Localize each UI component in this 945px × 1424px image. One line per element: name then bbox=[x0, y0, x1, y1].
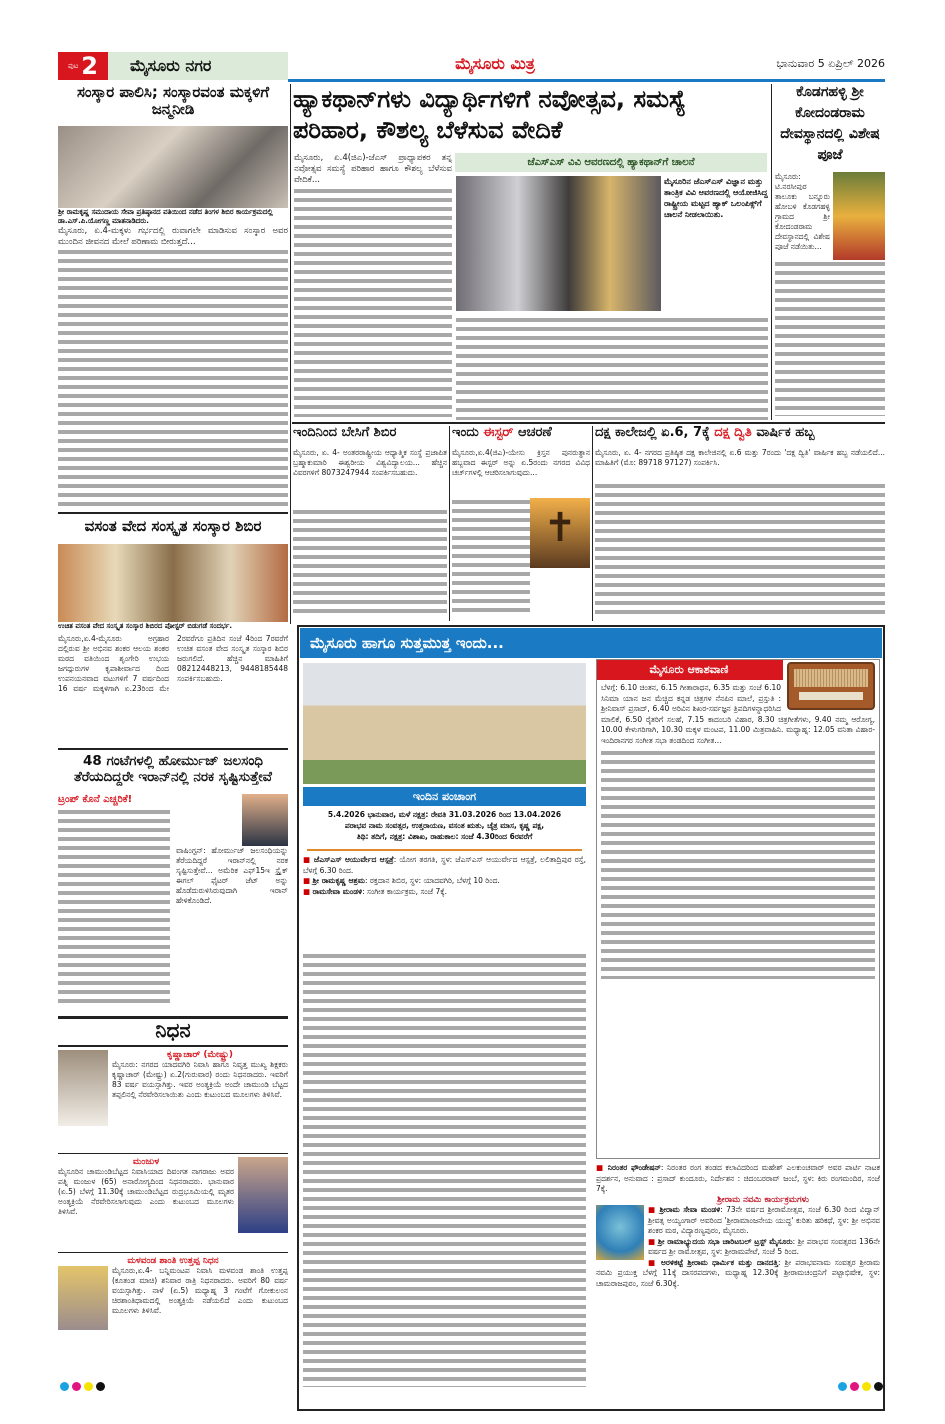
story-body: ಮೈಸೂರು,ಏ.4-ಮೈಸೂರು ಅಗ್ರಹಾರ ದಲ್ಲಿರುವ ಶ್ರೀ ಅಭಿನವ ಶಂಕರ ಆಲಯ ಶಂಕರ ಮಠದ ವತಿಯಿಂದ ಶೃಂಗೇರಿ ಉಭಯ ಜಗದ್ಗುರುಗಳ ಕೃಪಾಶೀರ್ವಾದ ದಿಂದ ಉಪನಯನವಾದ ವಟುಗಳಿಗೆ 7 ವರ್ಷದಿಂದ 16 ವರ್ಷ ಮಕ್ಕಳಿಗಾಗಿ ಏ.23ರಿಂದ ಮೇ 2ರವರೆಗೂ ಪ್ರತಿದಿನ ಸಂಜೆ 4ರಿಂದ 7ರವರೆಗೆ ಉಚಿತ ವಸಂತ ವೇದ ಸಂಸ್ಕೃತ ಸಂಸ್ಕಾರ ಶಿಬಿರ ಜರುಗಲಿದೆ. ಹೆಚ್ಚಿನ ಮಾಹಿತಿಗೆ 08212448213, 9448185448 ಸಂಪರ್ಕಿಸಬಹುದು. bbox=[58, 634, 288, 693]
radio-title: ಮೈಸೂರು ಆಕಾಶವಾಣಿ bbox=[597, 660, 783, 680]
divider bbox=[292, 422, 885, 424]
panchanga-line: 5.4.2026 ಭಾನುವಾರ, ಮಳೆ ನಕ್ಷತ್ರ: ರೇವತಿ 31.03.2026 ರಿಂದ 13.04.2026 bbox=[327, 810, 562, 819]
obituary-text: ಮೈಸೂರು: ನಗರದ ಯಾದವಗಿರಿ ನಿವಾಸಿ ಹಾಗೂ ನಿವೃತ್ತ ಮುಖ್ಯ ಶಿಕ್ಷಕರು ಕೃಷ್ಣಾಚಾರ್ (ಮೇಷ್ಟ್ರು) ಏ.2(ಗುರುವಾರ) ರಂದು ನಿಧನರಾದರು. ಇವರಿಗೆ 83 ವರ್ಷ ವಯಸ್ಸಾಗಿತ್ತು. ಇವರ ಅಂತ್ಯಕ್ರಿಯೆ ಅಂದೇ ಚಾಮುಂಡಿ ಬೆಟ್ಟದ ತಪ್ಪಲಿನಲ್ಲಿ ನೆರವೇರಿಸಲಾಯಿತು ಎಂದು ಕುಟುಂಬದ ಮೂಲಗಳು ತಿಳಿಸಿವೆ. bbox=[112, 1060, 288, 1100]
text-block bbox=[303, 952, 586, 1387]
color-registration-marks bbox=[60, 1376, 108, 1395]
story-headline: 48 ಗಂಟೆಗಳಲ್ಲಿ ಹೋರ್ಮುಜ್ ಜಲಸಂಧಿ ತೆರೆಯದಿದ್ದರೇ ಇರಾನ್‌ನಲ್ಲಿ ನರಕ ಸೃಷ್ಟಿಸುತ್ತೇವೆ bbox=[74, 753, 272, 785]
event-item: ■ ಅರಳಿಕಟ್ಟೆ ಶ್ರೀರಾಮ ಧಾರ್ಮಿಕ ಮತ್ತು ದಾನದತ್ತಿ: ಶ್ರೀ ಪರಾಭವನಾಮ ಸಂವತ್ಸರ ಶ್ರೀರಾಮ ನವಮಿ ಪ್ರಯುಕ್ತ ಬೆಳಗ್ಗೆ 11ಕ್ಕೆ ದಾಸರಪದಗಳು, ಮಧ್ಯಾಹ್ನ 12.30ಕ್ಕೆ ಶ್ರೀರಾಮಚಂದ್ರನಿಗೆ ಪಟ್ಟಾಭಿಷೇಕ, ಸ್ಥಳ: ಚಾಮರಾಜಪುರಂ, ಸಂಜೆ 6.30ಕ್ಕೆ. bbox=[596, 1257, 880, 1288]
article-body: ಮೈಸೂರು, ಏ. 4- ನಗರದ ಪ್ರತಿಷ್ಠಿತ ದಕ್ಷ ಕಾಲೇಜಿನಲ್ಲಿ ಏ.6 ಮತ್ತು 7ರಂದು 'ದಕ್ಷ ದ್ವಿತಿ' ವಾರ್ಷಿಕ ಹಬ್ಬ ನಡೆಯಲಿದೆ... ಮಾಹಿತಿಗೆ (ಮೊ: 89718 97127) ಸಂಪರ್ಕಿಸಿ. bbox=[595, 448, 885, 467]
lead-photo-caption: ಮೈಸೂರಿನ ಜೆಎಸ್‌ಎಸ್ ವಿಜ್ಞಾನ ಮತ್ತು ತಾಂತ್ರಿಕ ವಿವಿ ಆವರಣದಲ್ಲಿ ಆಯೋಜಿಸಿದ್ದ ರಾಷ್ಟ್ರೀಯ ಮಟ್ಟದ ಹ್ಯಾಕ್ ಒಲಂಪಿಕ್ಸ್‌ಗೆ ಚಾಲನೆ ನೀಡಲಾಯಿತು. bbox=[664, 177, 768, 219]
lead-headline: ಹ್ಯಾಕಥಾನ್‌ಗಳು ವಿದ್ಯಾರ್ಥಿಗಳಿಗೆ ನವೋತ್ಸವ, ಸಮಸ್ಯೆ ಪರಿಹಾರ, ಕೌಶಲ್ಯ ಬೆಳೆಸುವ ವೇದಿಕೆ bbox=[293, 85, 686, 144]
event-text: : ನಿರಂತರ ರಂಗ ತಂಡದ ಕಲಾವಿದರಿಂದ ಮಹೇಶ್ ಎಲಕುಂಚವಾರ್ ಅವರ ಪಾರ್ಟಿ ನಾಟಕ ಪ್ರದರ್ಶನ, ಅನುವಾದ : ಪ್ರಸಾದ್ ಕುಂದೂರು, ನಿರ್ದೇಶನ : ಚಿದಂಬರರಾವ್ ಜಂಬೆ, ಸ್ಥಳ: ಕಿರು ರಂಗಮಂದಿರ, ಸಂಜೆ 7ಕ್ಕೆ. bbox=[596, 1163, 881, 1193]
newspaper-logo: ಮೈಸೂರು ಮಿತ್ರ bbox=[455, 54, 535, 73]
event-org: ನಿರಂತರ ಫೌಂಡೇಷನ್ bbox=[607, 1163, 661, 1172]
divider bbox=[58, 512, 288, 514]
event-org: ರಾಮಸೇವಾ ಮಂಡಳಿ bbox=[312, 886, 363, 896]
event-item: ■ ಶ್ರೀ ರಾಮಕೃಷ್ಣ ಆಶ್ರಮ: ರಕ್ತದಾನ ಶಿಬಿರ, ಸ್ಥಳ: ಯಾದವಗಿರಿ, ಬೆಳಗ್ಗೆ 10 ರಿಂದ. bbox=[303, 876, 500, 885]
headline-accent: ದಕ್ಷ ದ್ವಿತಿ bbox=[714, 425, 752, 440]
obituary-text: ಮೈಸೂರು,ಏ.4- ಬನ್ನಿಮಂಟಪ ನಿವಾಸಿ ಮಳವಂಡ ಶಾಂತಿ ಉತ್ತಪ್ಪ (ಕೂತಂಡ ಮಾಚಿ) ಶನಿವಾರ ರಾತ್ರಿ ನಿಧನರಾದರು. ಅವರಿಗೆ 80 ವರ್ಷ ವಯಸ್ಸಾಗಿತ್ತು. ನಾಳೆ (ಏ.5) ಮಧ್ಯಾಹ್ನ 3 ಗಂಟೆಗೆ ಗೋಕುಲಂನ ಚಿರಶಾಂತಿಧಾಮದಲ್ಲಿ ಅಂತ್ಯಕ್ರಿಯೆ ನಡೆಯಲಿದೆ ಎಂದು ಕುಟುಂಬದ ಮೂಲಗಳು ತಿಳಿಸಿವೆ. bbox=[112, 1266, 288, 1316]
lead-photo bbox=[456, 176, 661, 311]
photo-caption: ಶ್ರೀ ರಾಮಕೃಷ್ಣ ಸಮುದಾಯ ಸೇವಾ ಪ್ರತಿಷ್ಠಾನದ ವತಿಯಿಂದ ನಡೆದ ತಿಂಗಳ ಶಿಬಿರ ಕಾರ್ಯಕ್ರಮದಲ್ಲಿ ಡಾ.ಎಸ್.ಪಿ.ಯೋಗಣ್ಣ ಮಾತನಾಡಿದರು. bbox=[58, 208, 273, 225]
divider bbox=[58, 1252, 288, 1253]
event-org: ಶ್ರೀ ರಾಮಕೃಷ್ಣ ಆಶ್ರಮ bbox=[312, 876, 365, 885]
divider bbox=[307, 849, 582, 851]
obituary-photo bbox=[238, 1157, 288, 1233]
headline-part: ವಾರ್ಷಿಕ ಹಬ್ಬ bbox=[751, 425, 815, 440]
text-block bbox=[775, 260, 885, 416]
story-headline: ವಸಂತ ವೇದ ಸಂಸ್ಕೃತ ಸಂಸ್ಕಾರ ಶಿಬಿರ bbox=[84, 517, 262, 535]
text-block bbox=[595, 482, 885, 618]
lead-body: ಮೈಸೂರು, ಏ.4(ಜಿಎ)-ಜೆಎಸ್ ಪ್ರಾಧ್ಯಾಪಕರ ತನ್ನ ನವೋತ್ಸವ ಸಮಸ್ಯೆ ಪರಿಹಾರ ಹಾಗೂ ಕೌಶಲ್ಯ ಬೆಳೆಸುವ ವೇದಿಕೆ... bbox=[294, 153, 452, 185]
event-item: ■ ಜೆಎಸ್‌ಎಸ್ ಆಯುರ್ವೇದ ಆಸ್ಪತ್ರೆ: ಯೋಗ ತರಗತಿ, ಸ್ಥಳ: ಜೆಎಸ್‌ಎಸ್ ಆಯುರ್ವೇದ ಆಸ್ಪತ್ರೆ, ಲಲಿತಾದ್ರಿಪುರ ರಸ್ತೆ, ಬೆಳಗ್ಗೆ 6.30 ರಿಂದ. bbox=[303, 855, 586, 875]
today-title: ಮೈಸೂರು ಹಾಗೂ ಸುತ್ತಮುತ್ತ ಇಂದು... bbox=[300, 628, 882, 658]
article-body: ಮೈಸೂರು, ಏ. 4- ಅಂತರರಾಷ್ಟ್ರೀಯ ಆಧ್ಯಾತ್ಮಿಕ ಸಂಸ್ಥೆ ಪ್ರಜಾಪಿತ ಬ್ರಹ್ಮಾಕುಮಾರಿ ಈಶ್ವರೀಯ ವಿಶ್ವವಿದ್ಯಾಲಯ... ಹೆಚ್ಚಿನ ವಿವರಗಳಿಗೆ 8073247944 ಸಂಪರ್ಕಿಸಬಹುದು. bbox=[293, 448, 447, 477]
column-rule bbox=[771, 84, 772, 420]
story-body: ವಾಷಿಂಗ್ಟನ್: ಹೋರ್ಮುಜ್ ಜಲಸಂಧಿಯನ್ನು ತೆರೆಯದಿದ್ದರೆ ಇರಾನ್‌ನಲ್ಲಿ ನರಕ ಸೃಷ್ಟಿಸುತ್ತೇವೆ... ಅಮೆರಿಕ ಎಫ್15ಇ ಸ್ಟ್ರೈಕ್ ಈಗಲ್ ಫೈಟರ್ ಜೆಟ್ ಅನ್ನು ಹೊಡೆದುರುಳಿಸಿರುವುದಾಗಿ ಇರಾನ್ ಹೇಳಿಕೊಂಡಿದೆ. bbox=[176, 846, 288, 905]
story-photo bbox=[58, 544, 288, 622]
photo-caption: ಉಚಿತ ವಸಂತ ವೇದ ಸಂಸ್ಕೃತ ಸಂಸ್ಕಾರ ಶಿಬಿರದ ಪೋಸ್ಟರ್ ಬಿಡುಗಡೆ ಸಂದರ್ಭ. bbox=[58, 622, 233, 630]
article-body: ಮೈಸೂರು,ಏ.4(ಜಿಎ)-ಯೇಸು ಕ್ರಿಸ್ತನ ಪುನರುತ್ಥಾನ ಹಬ್ಬವಾದ ಈಸ್ಟರ್ ಅನ್ನು ಏ.5ರಂದು ನಗರದ ವಿವಿಧ ಚರ್ಚ್‌ಗಳಲ್ಲಿ ಆಚರಿಸಲಾಗುವುದು... bbox=[452, 448, 590, 477]
event-org: ಜೆಎಸ್‌ಎಸ್ ಆಯುರ್ವೇದ ಆಸ್ಪತ್ರೆ bbox=[313, 855, 394, 864]
article-summer-camp bbox=[293, 426, 447, 621]
story-kicker: ಟ್ರಂಪ್ ಕೊನೆ ಎಚ್ಚರಿಕೆ! bbox=[58, 794, 133, 805]
obituary-text: ಮೈಸೂರಿನ ಚಾಮುಂಡಿಬೆಟ್ಟದ ನಿವಾಸಿಯಾದ ದಿವಂಗತ ನಾಗರಾಜು ಅವರ ಪತ್ನಿ ಮಂಜುಳ (65) ಅನಾರೋಗ್ಯದಿಂದ ನಿಧನರಾದರು. ಭಾನುವಾರ (ಏ.5) ಬೆಳಗ್ಗೆ 11.30ಕ್ಕೆ ಚಾಮುಂಡಿಬೆಟ್ಟದ ರುದ್ರಭೂಮಿಯಲ್ಲಿ ಮೃತರ ಅಂತ್ಯಕ್ರಿಯೆ ನೆರವೇರಿಸಲಾಗುವುದು ಎಂದು ಕುಟುಂಬದ ಮೂಲಗಳು ತಿಳಿಸಿವೆ. bbox=[58, 1167, 234, 1217]
panchanga-line: ಪರಾಭವ ನಾಮ ಸಂವತ್ಸರ, ಉತ್ತರಾಯಣ, ವಸಂತ ಋತು, ಚೈತ್ರ ಮಾಸ, ಕೃಷ್ಣ ಪಕ್ಷ, bbox=[344, 821, 545, 830]
event-text: : ರಕ್ತದಾನ ಶಿಬಿರ, ಸ್ಥಳ: ಯಾದವಗಿರಿ, ಬೆಳಗ್ಗೆ 10 ರಿಂದ. bbox=[364, 876, 500, 885]
obituary-name: ಮಳವಂಡ ಶಾಂತಿ ಉತ್ತಪ್ಪ ನಿಧನ bbox=[127, 1256, 219, 1266]
event-item: ■ ರಾಮಸೇವಾ ಮಂಡಳಿ: ಸಂಗೀತ ಕಾರ್ಯಕ್ರಮ, ಸಂಜೆ 7ಕ್ಕೆ. bbox=[303, 886, 448, 896]
event-item: ■ ಶ್ರೀರಾಮ ಸೇವಾ ಮಂಡಳಿ: 73ನೇ ವರ್ಷದ ಶ್ರೀರಾಮೋತ್ಸವ, ಸಂಜೆ 6.30 ರಿಂದ ವಿದ್ವಾನ್ ಶ್ರೀವತ್ಸ ಅಯ್ಯಂಗಾರ್ ಅವರಿಂದ 'ಶ್ರೀರಾಮಾಂಜನೇಯ ಯುದ್ಧ' ಕುರಿತು ಹರಿಕಥೆ, ಸ್ಥಳ: ಶ್ರೀ ಅಭಿನವ ಶಂಕರ ಮಠ, ವಿದ್ಯಾರಣ್ಯಪುರಂ, ಮೈಸೂರು. bbox=[648, 1205, 881, 1235]
article-headline bbox=[595, 426, 885, 448]
article-headline: ಇಂದಿನಿಂದ ಬೇಸಿಗೆ ಶಿಬಿರ bbox=[293, 425, 397, 440]
event-item: ■ ಶ್ರೀ ರಾಮಾಭ್ಯುದಯ ಸಭಾ ಚಾರಿಟಬಲ್ ಟ್ರಸ್ಟ್ ಮೈಸೂರು: ಶ್ರೀ ಪರಾಭವ ಸಂವತ್ಸರದ 136ನೇ ವರ್ಷದ ಶ್ರೀ ರಾಮೋತ್ಸವ, ಸ್ಥಳ: ಶ್ರೀರಾಮಪೇಟೆ, ಸಂಜೆ 5 ರಿಂದ. bbox=[648, 1236, 880, 1256]
text-block bbox=[58, 248, 288, 508]
temple-body: ಮೈಸೂರು: ಟಿ.ನರಸೀಪುರ ತಾಲೂಕು ಬನ್ನೂರು ಹೋಬಳಿ ಕೊಡಗಹಳ್ಳಿ ಗ್ರಾಮದ ಶ್ರೀ ಕೋದಂಡರಾಮ ದೇವಸ್ಥಾನದಲ್ಲಿ ವಿಶೇಷ ಪೂಜೆ ನಡೆಯಿತು... bbox=[775, 172, 830, 251]
event-text: : 73ನೇ ವರ್ಷದ ಶ್ರೀರಾಮೋತ್ಸವ, ಸಂಜೆ 6.30 ರಿಂದ ವಿದ್ವಾನ್ ಶ್ರೀವತ್ಸ ಅಯ್ಯಂಗಾರ್ ಅವರಿಂದ 'ಶ್ರೀರಾಮಾಂಜನೇಯ ಯುದ್ಧ' ಕುರಿತು ಹರಿಕಥೆ, ಸ್ಥಳ: ಶ್ರೀ ಅಭಿನವ ಶಂಕರ ಮಠ, ವಿದ್ಯಾರಣ್ಯಪುರಂ, ಮೈಸೂರು. bbox=[648, 1205, 881, 1235]
event-org: ಅರಳಿಕಟ್ಟೆ ಶ್ರೀರಾಮ ಧಾರ್ಮಿಕ ಮತ್ತು ದಾನದತ್ತಿ bbox=[660, 1257, 778, 1267]
column-rule bbox=[449, 426, 450, 621]
lead-subhead: ಜೆಎಸ್‌ಎಸ್ ವಿವಿ ಆವರಣದಲ್ಲಿ ಹ್ಯಾಕಥಾನ್‌ಗೆ ಚಾಲನೆ bbox=[455, 153, 767, 172]
obituary-item bbox=[58, 1256, 288, 1348]
event-item: ■ ನಿರಂತರ ಫೌಂಡೇಷನ್: ನಿರಂತರ ರಂಗ ತಂಡದ ಕಲಾವಿದರಿಂದ ಮಹೇಶ್ ಎಲಕುಂಚವಾರ್ ಅವರ ಪಾರ್ಟಿ ನಾಟಕ ಪ್ರದರ್ಶನ, ಅನುವಾದ : ಪ್ರಸಾದ್ ಕುಂದೂರು, ನಿರ್ದೇಶನ : ಚಿದಂಬರರಾವ್ ಜಂಬೆ, ಸ್ಥಳ: ಕಿರು ರಂಗಮಂದಿರ, ಸಂಜೆ 7ಕ್ಕೆ. bbox=[596, 1163, 881, 1193]
panchanga-line: ತಿಥಿ: ತದಿಗೆ, ನಕ್ಷತ್ರ: ವಿಶಾಖ, ರಾಹುಕಾಲ: ಸಂಜೆ 4.30ರಿಂದ 6ರವರೆಗೆ bbox=[356, 832, 533, 841]
lead-text-col bbox=[294, 153, 452, 421]
event-text: : ಯೋಗ ತರಗತಿ, ಸ್ಥಳ: ಜೆಎಸ್‌ಎಸ್ ಆಯುರ್ವೇದ ಆಸ್ಪತ್ರೆ, ಲಲಿತಾದ್ರಿಪುರ ರಸ್ತೆ, ಬೆಳಗ್ಗೆ 6.30 ರಿಂದ. bbox=[303, 855, 586, 875]
headline-part: ದಕ್ಷ ಕಾಲೇಜಲ್ಲಿ ಏ.6, 7ಕ್ಕೆ bbox=[595, 425, 715, 440]
text-block bbox=[294, 187, 452, 417]
obituary-item bbox=[58, 1157, 288, 1249]
issue-date: ಭಾನುವಾರ 5 ಏಪ್ರಿಲ್ 2026 bbox=[776, 57, 885, 70]
text-block bbox=[293, 508, 447, 616]
event-text: : ಶ್ರೀ ಪರಾಭವ ಸಂವತ್ಸರದ 136ನೇ ವರ್ಷದ ಶ್ರೀ ರಾಮೋತ್ಸವ, ಸ್ಥಳ: ಶ್ರೀರಾಮಪೇಟೆ, ಸಂಜೆ 5 ರಿಂದ. bbox=[648, 1236, 880, 1256]
obituary-title: ನಿಧನ bbox=[155, 1018, 191, 1042]
article-daksha bbox=[595, 426, 885, 621]
event-text: : ಶ್ರೀ ಪರಾಭವನಾಮ ಸಂವತ್ಸರ ಶ್ರೀರಾಮ ನವಮಿ ಪ್ರಯುಕ್ತ ಬೆಳಗ್ಗೆ 11ಕ್ಕೆ ದಾಸರಪದಗಳು, ಮಧ್ಯಾಹ್ನ 12.30ಕ್ಕೆ ಶ್ರೀರಾಮಚಂದ್ರನಿಗೆ ಪಟ್ಟಾಭಿಷೇಕ, ಸ್ಥಳ: ಚಾಮರಾಜಪುರಂ, ಸಂಜೆ 6.30ಕ್ಕೆ. bbox=[596, 1257, 880, 1288]
left-column bbox=[58, 84, 288, 1414]
radio-box bbox=[596, 659, 880, 1159]
divider bbox=[58, 1045, 288, 1047]
page-number: 2 bbox=[81, 52, 98, 80]
event-text: : ಸಂಗೀತ ಕಾರ್ಯಕ್ರಮ, ಸಂಜೆ 7ಕ್ಕೆ. bbox=[362, 886, 448, 896]
story-headline: ಸಂಸ್ಕಾರ ಪಾಲಿಸಿ; ಸಂಸ್ಕಾರವಂತ ಮಕ್ಕಳಿಗೆ ಜನ್ಮನೀಡಿ bbox=[76, 83, 270, 119]
temple-headline: ಕೊಡಗಹಳ್ಳಿ ಶ್ರೀ ಕೋದಂಡರಾಮ ದೇವಸ್ಥಾನದಲ್ಲಿ ವಿಶೇಷ ಪೂಜೆ bbox=[780, 84, 880, 163]
page-badge bbox=[58, 52, 108, 80]
column-rule bbox=[290, 84, 291, 624]
headline-part: ಆಚರಣೆ bbox=[513, 425, 552, 440]
text-block bbox=[601, 749, 875, 979]
page-label: ಪುಟ bbox=[68, 61, 79, 70]
section-title: ಮೈಸೂರು ನಗರ bbox=[108, 52, 288, 80]
obituary-photo bbox=[58, 1050, 108, 1126]
ramanavami-title: ಶ್ರೀರಾಮ ನವಮಿ ಕಾರ್ಯಕ್ರಮಗಳು bbox=[717, 1194, 809, 1205]
obituary-name: ಕೃಷ್ಣಾಚಾರ್ (ಮೇಷ್ಟ್ರು) bbox=[166, 1050, 234, 1060]
obituary-name: ಮಂಜುಳ bbox=[132, 1157, 160, 1167]
palace-photo bbox=[303, 663, 586, 784]
headline-part: ಇಂದು bbox=[452, 425, 484, 440]
color-registration-marks bbox=[838, 1376, 886, 1395]
article-easter bbox=[452, 426, 590, 621]
text-block bbox=[456, 316, 768, 420]
obituary-photo bbox=[58, 1266, 108, 1330]
headline-accent: ಈಸ್ಟರ್ bbox=[483, 425, 514, 440]
radio-schedule: ಬೆಳಗ್ಗೆ: 6.10 ಚಿಂತನ, 6.15 ಗೀತಾರಾಧನ, 6.35 ಮತ್ತು ಸಂಜೆ 6.10 ಸಿನಿಮಾ ಯಾನ ಜನ ಮೆಚ್ಚಿದ ಕನ್ನಡ ಚಿತ್ರಗಳ ನೆನಪಿನ ಮಾಲೆ, ಪ್ರಸ್ತುತಿ : ಶ್ರೀನಿವಾಸ್ ಪ್ರಸಾದ್, 6.40 ಅರಿವಿನ ಶಿಖರ-ಸರ್ವಜ್ಞನ ತ್ರಿಪದಿಗಳನ್ನಾಧರಿಸಿದ ಮಾಲಿಕೆ, 6.50 ರೈತರಿಗೆ ಸಲಹೆ, 7.15 ಕಾದಂಬರಿ ವಿಹಾರ, 8.30 ಚಿತ್ರಗೀತೆಗಳು, 9.40 ನಮ್ಮ ಆರೋಗ್ಯ, 10.00 ಕೇಳುಗರಿಗಾಗಿ, 10.30 ಮಕ್ಕಳ ಮಂಟಪ, 11.00 ಮಿತ್ರವಾಹಿನಿ. ಮಧ್ಯಾಹ್ನ: 12.05 ವನಿತಾ ವಿಹಾರ-ಇಂದಿರಾನಗರ ಸಂಗೀತ ಸಭಾ ತಂಡದಿಂದ ಸಂಗೀತ... bbox=[601, 683, 875, 745]
divider bbox=[58, 1153, 288, 1154]
rama-image bbox=[596, 1205, 644, 1260]
column-rule bbox=[592, 426, 593, 621]
cross-photo bbox=[530, 498, 590, 568]
divider bbox=[58, 748, 288, 750]
right-column bbox=[775, 82, 885, 422]
story-photo bbox=[58, 126, 288, 208]
radio-icon bbox=[787, 662, 875, 710]
cross-icon: ✝ bbox=[543, 505, 577, 551]
text-block bbox=[452, 498, 530, 616]
story-body: ಮೈಸೂರು, ಏ.4-ಮಕ್ಕಳು ಗರ್ಭದಲ್ಲಿ ರುವಾಗಲೇ ಮಾಡಿಸುವ ಸಂಸ್ಕಾರ ಅವರ ಮುಂದಿನ ಜೀವನದ ಮೇಲೆ ಪರಿಣಾಮ ಬೀರುತ್ತದೆ... bbox=[58, 226, 288, 247]
obituary-item bbox=[58, 1050, 288, 1150]
article-headline bbox=[452, 426, 590, 448]
text-block bbox=[58, 808, 170, 1008]
panchanga-title: ಇಂದಿನ ಪಂಚಾಂಗ bbox=[303, 787, 586, 806]
event-org: ಶ್ರೀ ರಾಮಾಭ್ಯುದಯ ಸಭಾ ಚಾರಿಟಬಲ್ ಟ್ರಸ್ಟ್ ಮೈಸೂರು bbox=[657, 1236, 793, 1246]
temple-photo bbox=[833, 172, 885, 260]
today-box bbox=[297, 625, 885, 1411]
trump-photo bbox=[242, 794, 288, 846]
event-org: ಶ್ರೀರಾಮ ಸೇವಾ ಮಂಡಳಿ bbox=[659, 1205, 721, 1214]
